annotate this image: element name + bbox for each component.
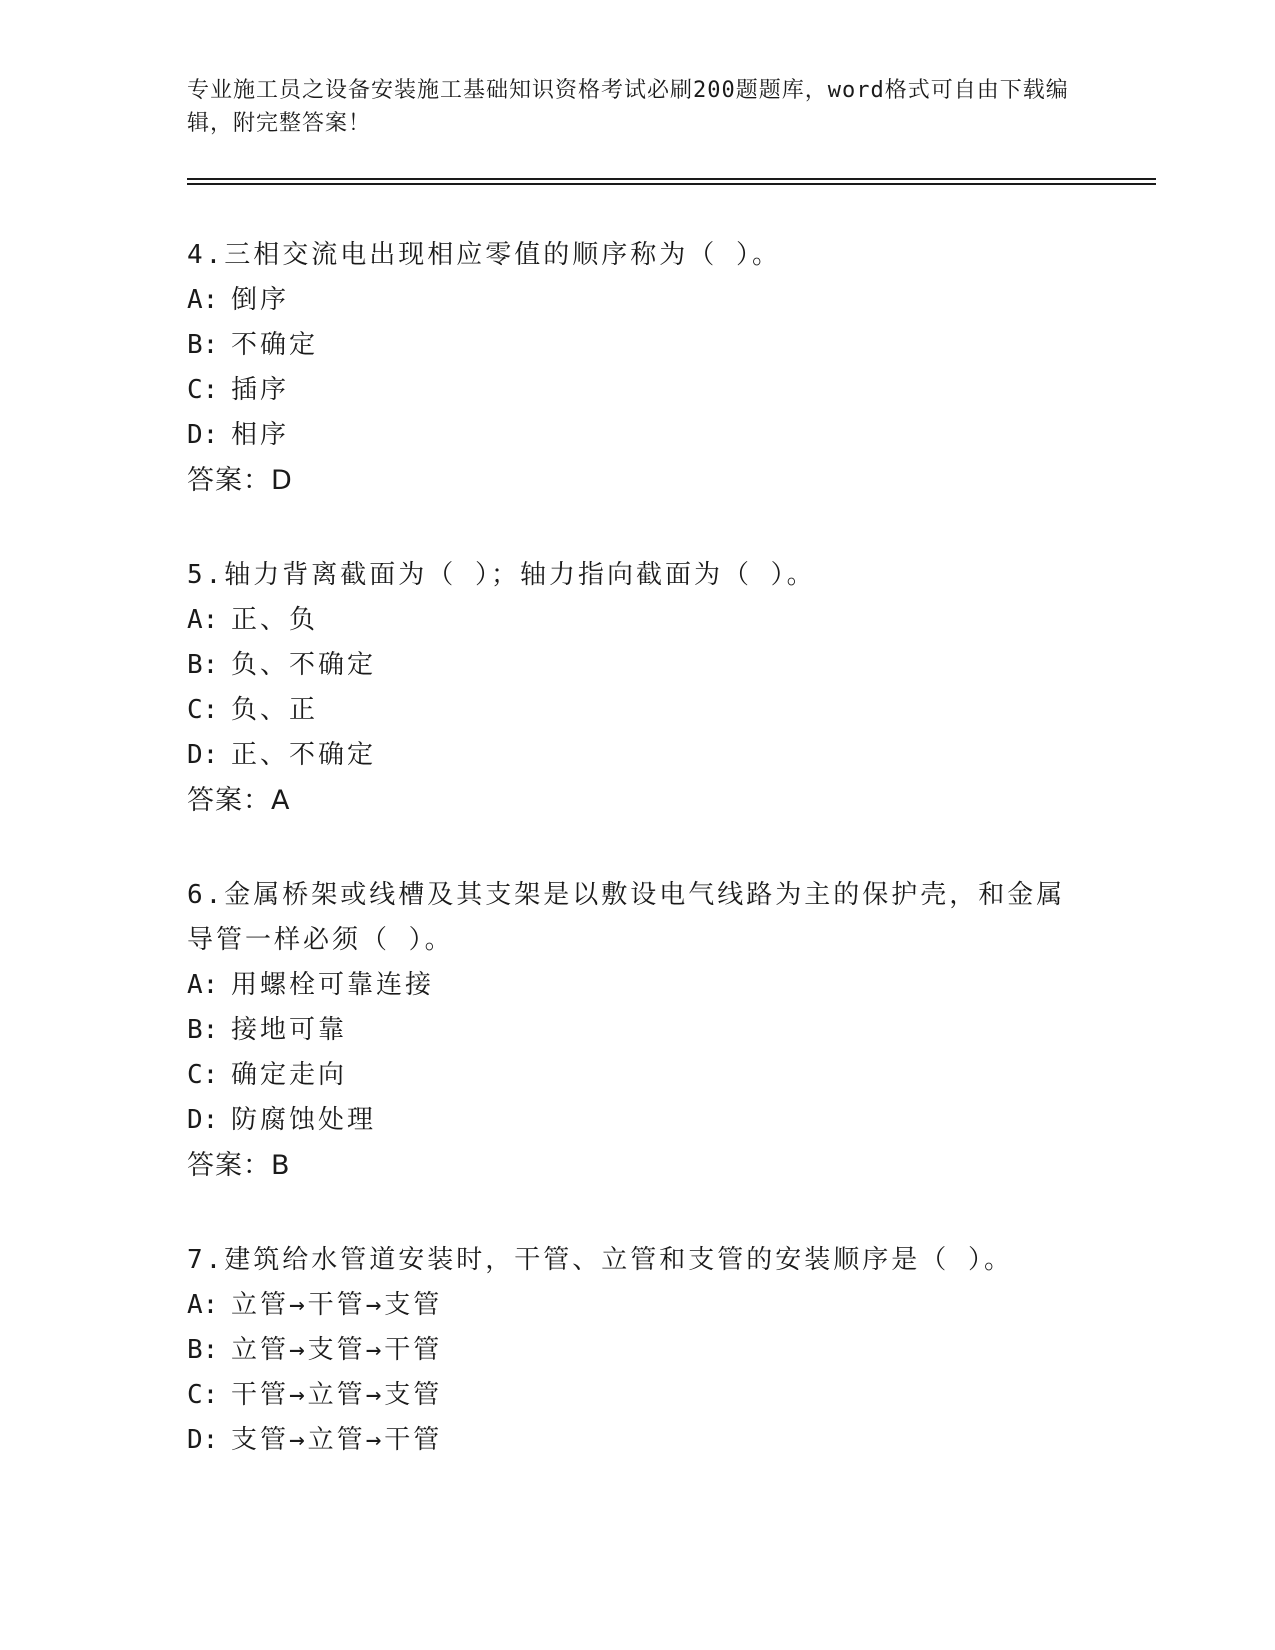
option-letter: D: [187,740,219,770]
option-a [187,963,1087,1008]
option-text: 负、不确定 [231,650,377,680]
question-7 [187,1238,1087,1463]
option-letter: B: [187,1335,219,1365]
option-letter: C: [187,1060,219,1090]
option-text: 倒序 [231,285,290,315]
header-divider-bottom [187,183,1156,185]
option-letter: B: [187,1015,219,1045]
option-d [187,1098,1087,1143]
option-text: 用螺栓可靠连接 [231,970,435,1000]
option-b [187,323,1087,368]
option-text: 立管→支管→干管 [231,1335,443,1365]
option-text: 接地可靠 [231,1015,348,1045]
option-letter: D: [187,1425,219,1455]
question-stem: 7.建筑给水管道安装时，干管、立管和支管的安装顺序是（ ）。 [187,1245,1013,1275]
option-text: 不确定 [231,330,319,360]
option-a [187,598,1087,643]
option-letter: A: [187,1290,219,1320]
document-header: 专业施工员之设备安装施工基础知识资格考试必刷200题题库，word格式可自由下载编辑，附完整答案！ [187,78,1069,136]
question-stem: 4.三相交流电出现相应零值的顺序称为（ ）。 [187,240,781,270]
option-text: 防腐蚀处理 [231,1105,377,1135]
option-letter: D: [187,1105,219,1135]
question-stem: 5.轴力背离截面为（ ）；轴力指向截面为（ ）。 [187,560,816,590]
option-text: 支管→立管→干管 [231,1425,443,1455]
question-stem: 6.金属桥架或线槽及其支架是以敷设电气线路为主的保护壳，和金属导管一样必须（ ）。 [187,880,1066,955]
option-text: 相序 [231,420,290,450]
option-text: 负、正 [231,695,319,725]
option-letter: D: [187,420,219,450]
option-a [187,1283,1087,1328]
answer-line: 答案：A [187,785,291,816]
option-b [187,1328,1087,1373]
option-c [187,1053,1087,1098]
answer-line: 答案：B [187,1150,291,1181]
option-letter: B: [187,330,219,360]
option-d [187,413,1087,458]
header-divider-top [187,178,1156,180]
option-letter: C: [187,375,219,405]
option-b [187,643,1087,688]
option-c [187,368,1087,413]
option-text: 插序 [231,375,290,405]
option-a [187,278,1087,323]
question-4 [187,233,1087,503]
option-letter: A: [187,970,219,1000]
option-c [187,1373,1087,1418]
option-text: 确定走向 [231,1060,348,1090]
option-text: 立管→干管→支管 [231,1290,443,1320]
option-c [187,688,1087,733]
option-letter: B: [187,650,219,680]
option-letter: C: [187,1380,219,1410]
option-text: 正、不确定 [231,740,377,770]
question-5 [187,553,1087,823]
option-text: 正、负 [231,605,319,635]
option-letter: C: [187,695,219,725]
option-b [187,1008,1087,1053]
option-d [187,1418,1087,1463]
option-text: 干管→立管→支管 [231,1380,443,1410]
answer-line: 答案：D [187,465,293,496]
option-letter: A: [187,285,219,315]
option-d [187,733,1087,778]
option-letter: A: [187,605,219,635]
question-6 [187,873,1087,1188]
